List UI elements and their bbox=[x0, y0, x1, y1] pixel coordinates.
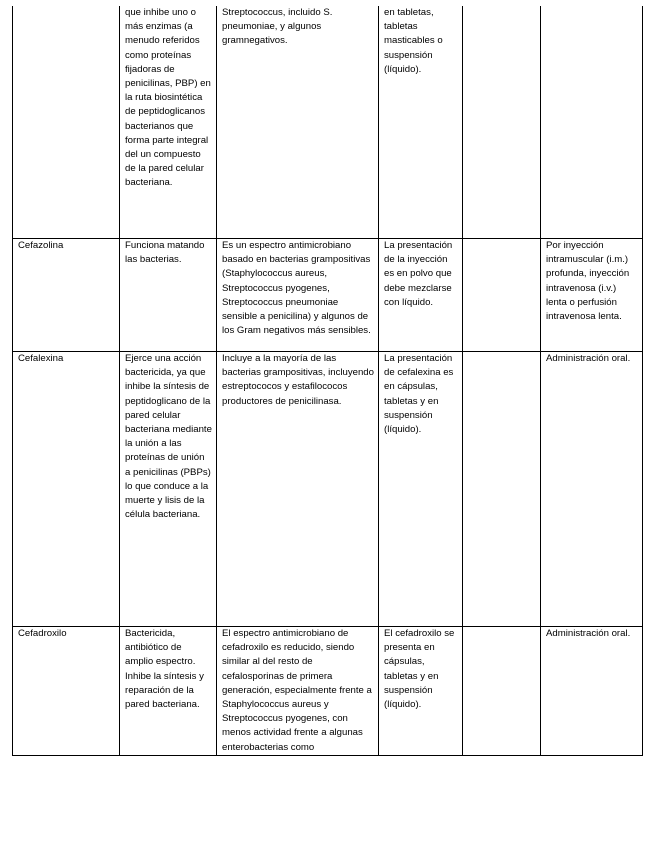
spectrum-cell: El espectro antimicrobiano de cefadroxilo es reducido, siendo similar al del resto de cefalosporinas de primera generación, especialmente frente a Staphylococcus aureus y Streptococcus pyogenes, con menos actividad frente a algunas enterobacterias como bbox=[217, 627, 379, 756]
presentation-cell: El cefadroxilo se presenta en cápsulas, tabletas y en suspensión (líquido). bbox=[379, 627, 463, 756]
empty-cell bbox=[463, 6, 541, 239]
table-row bbox=[13, 6, 643, 239]
spectrum-cell: Es un espectro antimicrobiano basado en bacterias grampositivas (Staphylococcus aureus, Streptococcus pyogenes, Streptococcus pneumoniae sensible a penicilina) y algunos de los Gram negativos más sensibles. bbox=[217, 239, 379, 352]
administration-cell: Administración oral. bbox=[541, 627, 643, 756]
presentation-cell: en tabletas, tabletas masticables o suspensión (líquido). bbox=[379, 6, 463, 239]
administration-cell: Por inyección intramuscular (i.m.) profunda, inyección intravenosa (i.v.) lenta o perfusión intravenosa lenta. bbox=[541, 239, 643, 352]
spectrum-cell: Streptococcus, incluido S. pneumoniae, y algunos gramnegativos. bbox=[217, 6, 379, 239]
mechanism-cell: Bactericida, antibiótico de amplio espectro. Inhibe la síntesis y reparación de la pared bacteriana. bbox=[120, 627, 217, 756]
drug-table bbox=[12, 6, 643, 756]
mechanism-cell: Ejerce una acción bactericida, ya que inhibe la síntesis de peptidoglicano de la pared celular bacteriana mediante la unión a las proteínas de unión a penicilinas (PBPs) lo que conduce a la muerte y lisis de la célula bacteriana. bbox=[120, 352, 217, 627]
drug-name-cell bbox=[13, 6, 120, 239]
administration-cell: Administración oral. bbox=[541, 352, 643, 627]
presentation-cell: La presentación de cefalexina es en cápsulas, tabletas y en suspensión (líquido). bbox=[379, 352, 463, 627]
empty-cell bbox=[463, 352, 541, 627]
mechanism-cell: Funciona matando las bacterias. bbox=[120, 239, 217, 352]
table-row bbox=[13, 627, 643, 756]
spectrum-cell: Incluye a la mayoría de las bacterias grampositivas, incluyendo estreptococos y estafilococos productores de penicilinasa. bbox=[217, 352, 379, 627]
empty-cell bbox=[463, 627, 541, 756]
table-row bbox=[13, 352, 643, 627]
presentation-cell: La presentación de la inyección es en polvo que debe mezclarse con líquido. bbox=[379, 239, 463, 352]
administration-cell bbox=[541, 6, 643, 239]
empty-cell bbox=[463, 239, 541, 352]
drug-name-cell: Cefazolina bbox=[13, 239, 120, 352]
drug-name-cell: Cefalexina bbox=[13, 352, 120, 627]
table-row bbox=[13, 239, 643, 352]
drug-name-cell: Cefadroxilo bbox=[13, 627, 120, 756]
mechanism-cell: que inhibe uno o más enzimas (a menudo referidos como proteínas fijadoras de penicilinas, PBP) en la ruta biosintética de peptidoglicanos bacterianos que forma parte integral del un compuesto de la pared celular bacteriana. bbox=[120, 6, 217, 239]
